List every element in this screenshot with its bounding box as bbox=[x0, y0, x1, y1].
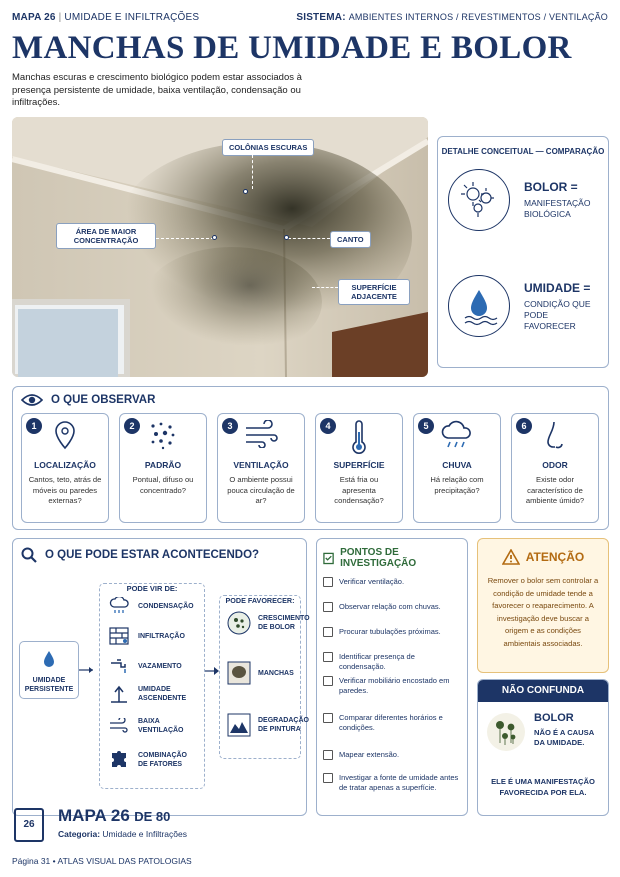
factor-combination bbox=[108, 750, 198, 770]
location-pin-icon bbox=[53, 420, 77, 454]
observe-section bbox=[12, 386, 609, 530]
causes-title: PODE VIR DE: bbox=[123, 584, 182, 593]
comparison-title: DETALHE CONCEITUAL — COMPARAÇÃO bbox=[441, 147, 605, 156]
mold-corner-photo bbox=[12, 117, 428, 377]
mold-spores-icon bbox=[448, 169, 510, 231]
factor-label: CONDENSAÇÃO bbox=[138, 602, 194, 610]
checklist-label: Comparar diferentes horários e condições. bbox=[339, 713, 443, 732]
observe-card-surface bbox=[315, 413, 403, 523]
card-number: 5 bbox=[418, 418, 434, 434]
investigation-section bbox=[316, 538, 468, 816]
checkbox[interactable] bbox=[323, 602, 333, 612]
card-desc: Cantos, teto, atrás de móveis ou paredes externas? bbox=[28, 475, 102, 505]
section-name: UMIDADE E INFILTRAÇÕES bbox=[64, 11, 200, 23]
card-desc: Existe odor característico de ambiente úmido? bbox=[525, 475, 585, 505]
page-number: Página 31 bbox=[12, 856, 51, 866]
callout-high-concentration: ÁREA DE MAIOR CONCENTRAÇÃO bbox=[56, 223, 156, 249]
mold-key: BOLOR = bbox=[524, 180, 578, 194]
checklist-label: Verificar mobiliário encostado em paredes. bbox=[339, 676, 450, 695]
card-title: ODOR bbox=[542, 460, 568, 470]
footer-map bbox=[58, 806, 170, 826]
map-section: MAPA 26 | UMIDADE E INFILTRAÇÕES bbox=[12, 11, 200, 23]
map-number: MAPA 26 bbox=[12, 11, 56, 23]
factor-label: COMBINAÇÃO DE FATORES bbox=[138, 752, 187, 768]
warning-icon bbox=[502, 549, 520, 565]
factor-rising-damp bbox=[108, 684, 198, 704]
factor-label: INFILTRAÇÃO bbox=[138, 632, 185, 640]
dont-confuse-box bbox=[477, 679, 609, 816]
outcome-label: MANCHAS bbox=[258, 669, 294, 677]
checklist-item[interactable] bbox=[323, 627, 461, 637]
source-label: UMIDADE PERSISTENTE bbox=[24, 677, 74, 693]
checkbox[interactable] bbox=[323, 627, 333, 637]
book-badge: 26 bbox=[14, 808, 44, 842]
comparison-mold bbox=[448, 169, 602, 231]
paint-damage-icon bbox=[227, 713, 251, 737]
card-desc: Pontual, difuso ou concentrado? bbox=[132, 475, 194, 495]
dont-confuse-line1: NÃO É A CAUSA DA UMIDADE. bbox=[534, 728, 594, 747]
wind-icon bbox=[244, 420, 278, 448]
stain-icon bbox=[227, 661, 251, 685]
page-title: MANCHAS DE UMIDADE E BOLOR bbox=[12, 30, 572, 66]
checklist-item[interactable] bbox=[323, 577, 461, 587]
checklist-item[interactable] bbox=[323, 773, 461, 793]
card-desc: O ambiente possui pouca circulação de ar? bbox=[227, 475, 295, 505]
checklist-icon bbox=[323, 551, 334, 565]
card-title: CHUVA bbox=[442, 460, 472, 470]
top-bar bbox=[12, 8, 608, 26]
outcomes-box bbox=[219, 595, 310, 759]
water-drop-icon bbox=[448, 275, 510, 337]
dont-confuse-key: BOLOR bbox=[534, 712, 574, 724]
checkbox[interactable] bbox=[323, 713, 333, 723]
card-desc: Está fria ou apresenta condensação? bbox=[334, 475, 384, 505]
dots-pattern-icon bbox=[148, 420, 178, 450]
mold-growth-icon bbox=[227, 611, 251, 635]
checklist-item[interactable] bbox=[323, 602, 461, 612]
checklist-item[interactable] bbox=[323, 676, 461, 696]
card-number: 2 bbox=[124, 418, 140, 434]
rain-cloud-icon bbox=[440, 420, 474, 452]
dont-confuse-line2: ELE É UMA MANIFESTAÇÃO FAVORECIDA POR ELA. bbox=[491, 777, 595, 797]
causes-box bbox=[99, 583, 205, 789]
observe-header bbox=[21, 393, 155, 407]
footer-category bbox=[58, 829, 187, 839]
factor-label: BAIXA VENTILAÇÃO bbox=[138, 718, 184, 734]
source-box bbox=[19, 641, 79, 699]
footer-page: Página 31 • ATLAS VISUAL DAS PATOLOGIAS bbox=[12, 856, 192, 866]
search-icon bbox=[21, 547, 37, 563]
outcome-mold-growth bbox=[226, 610, 310, 636]
factor-low-ventilation bbox=[108, 716, 198, 736]
nose-icon bbox=[542, 420, 568, 452]
observe-card-location bbox=[21, 413, 109, 523]
rising-arrow-icon bbox=[109, 684, 129, 704]
checkbox[interactable] bbox=[323, 773, 333, 783]
checklist-item[interactable] bbox=[323, 652, 461, 672]
footer-map-number: MAPA 26 bbox=[58, 806, 130, 825]
attention-box bbox=[477, 538, 609, 673]
faucet-icon bbox=[109, 657, 129, 675]
condensation-cloud-icon bbox=[109, 597, 129, 615]
humidity-value: CONDIÇÃO QUE PODE FAVORECER bbox=[524, 298, 591, 331]
checklist-label: Identificar presença de condensação. bbox=[339, 652, 415, 671]
category-value: Umidade e Infiltrações bbox=[102, 829, 187, 839]
card-title: VENTILAÇÃO bbox=[233, 460, 289, 470]
checklist-item[interactable] bbox=[323, 713, 461, 733]
outcome-paint-degradation bbox=[226, 712, 309, 738]
callout-dark-colonies: COLÔNIAS ESCURAS bbox=[222, 139, 314, 156]
factor-leak bbox=[108, 656, 182, 676]
intro-text: Manchas escuras e crescimento biológico podem estar associados à presença persistente de umidade, baixa ventilação, condensação ou infiltrações. bbox=[12, 72, 302, 108]
wind-icon bbox=[109, 718, 129, 734]
card-title: LOCALIZAÇÃO bbox=[34, 460, 96, 470]
system-info bbox=[296, 12, 608, 23]
investigation-title: PONTOS DE INVESTIGAÇÃO bbox=[340, 547, 417, 569]
card-number: 4 bbox=[320, 418, 336, 434]
card-title: SUPERFÍCIE bbox=[333, 460, 385, 470]
observe-title: O QUE OBSERVAR bbox=[51, 394, 156, 406]
water-drop-icon bbox=[42, 650, 56, 668]
checkbox[interactable] bbox=[323, 676, 333, 686]
card-desc: Há relação com precipitação? bbox=[430, 475, 484, 495]
card-number: 6 bbox=[516, 418, 532, 434]
observe-card-ventilation bbox=[217, 413, 305, 523]
callout-adjacent-surface: SUPERFÍCIE ADJACENTE bbox=[338, 279, 410, 305]
category-label: Categoria: bbox=[58, 829, 101, 839]
checkbox[interactable] bbox=[323, 750, 333, 760]
checkbox[interactable] bbox=[323, 577, 333, 587]
checklist-label: Mapear extensão. bbox=[339, 750, 400, 759]
brick-wall-icon bbox=[109, 627, 129, 645]
attention-text: Remover o bolor sem controlar a condição de umidade tende a favorecer o reaparecimento. A investigação deve buscar a origem e as condições ambientais associadas. bbox=[487, 576, 599, 648]
mold-spores-icon bbox=[486, 710, 526, 754]
outcomes-title: PODE FAVORECER: bbox=[223, 596, 298, 605]
system-label: SISTEMA: bbox=[296, 11, 346, 23]
observe-card-odor bbox=[511, 413, 599, 523]
callout-corner: CANTO bbox=[330, 231, 371, 248]
checklist-label: Observar relação com chuvas. bbox=[339, 602, 441, 611]
thermometer-icon bbox=[350, 420, 368, 454]
checklist-label: Verificar ventilação. bbox=[339, 577, 405, 586]
card-title: PADRÃO bbox=[144, 460, 182, 470]
card-number: 1 bbox=[26, 418, 42, 434]
system-value: AMBIENTES INTERNOS / REVESTIMENTOS / VENTILAÇÃO bbox=[348, 11, 608, 22]
card-number: 3 bbox=[222, 418, 238, 434]
outcome-label: CRESCIMENTO DE BOLOR bbox=[258, 615, 310, 631]
factor-label: UMIDADE ASCENDENTE bbox=[138, 686, 187, 702]
checkbox[interactable] bbox=[323, 652, 333, 662]
happening-section bbox=[12, 538, 310, 816]
happening-title: O QUE PODE ESTAR ACONTECENDO? bbox=[45, 549, 260, 561]
comparison-panel bbox=[437, 136, 609, 368]
attention-title: ATENÇÃO bbox=[525, 550, 585, 564]
puzzle-icon bbox=[109, 750, 129, 770]
observe-card-pattern bbox=[119, 413, 207, 523]
comparison-humidity bbox=[448, 275, 602, 337]
happening-header bbox=[21, 547, 259, 563]
checklist-item[interactable] bbox=[323, 750, 461, 760]
humidity-key: UMIDADE = bbox=[524, 280, 591, 295]
factor-infiltration bbox=[108, 626, 185, 646]
mold-value: MANIFESTAÇÃO BIOLÓGICA bbox=[524, 198, 591, 219]
atlas-title: ATLAS VISUAL DAS PATOLOGIAS bbox=[57, 856, 192, 866]
investigation-header bbox=[323, 547, 467, 569]
dont-confuse-title: NÃO CONFUNDA bbox=[478, 680, 608, 702]
checklist-label: Investigar a fonte de umidade antes de tratar apenas a superfície. bbox=[339, 773, 459, 792]
outcome-stains bbox=[226, 660, 294, 686]
factor-condensation bbox=[108, 596, 194, 616]
eye-icon bbox=[21, 393, 43, 407]
footer-map-total: DE 80 bbox=[134, 809, 171, 824]
outcome-label: DEGRADAÇÃO DE PINTURA bbox=[258, 717, 309, 733]
observe-card-rain bbox=[413, 413, 501, 523]
checklist-label: Procurar tubulações próximas. bbox=[339, 627, 441, 636]
factor-label: VAZAMENTO bbox=[138, 662, 182, 670]
